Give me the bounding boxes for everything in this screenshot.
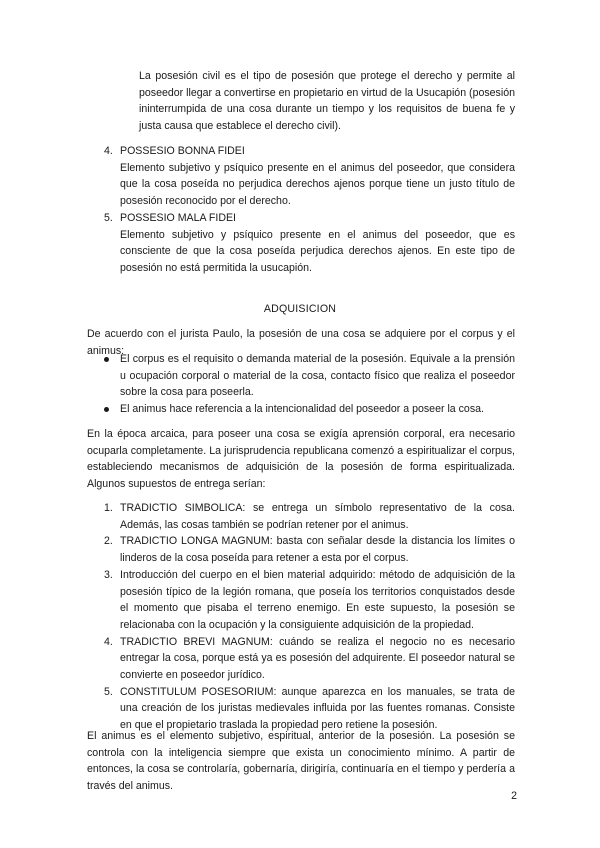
corpus-animus-bullets (90, 351, 515, 418)
list-item-text: Elemento subjetivo y psíquico presente en el animus del poseedor, que es consciente de que la cosa poseída perjudica derechos ajenos. En este tipo de posesión no está permitida la usucapión. (120, 228, 515, 274)
civil-possession-paragraph: La posesión civil es el tipo de posesión que protege el derecho y permite al poseedor llegar a convertirse en propietario en virtud de la Usucapión (posesión ininterrumpida de una cosa durante un tiempo y los requisitos de buena fe y justa causa que establece el derecho civil). (139, 70, 515, 133)
list-item-number: 1. (104, 502, 113, 514)
bullet-text: El animus hace referencia a la intencionalidad del poseedor a poseer la cosa. (120, 403, 484, 416)
list-item-tradictio-brevi-magnum (90, 634, 515, 684)
list-item-text: CONSTITULUM POSESORIUM: aunque aparezca en los manuales, se trata de una creación de los juristas medievales influida por las fuentes romanas. Consiste en que el propietario traslada la propiedad pero retiene la posesión. (120, 685, 515, 732)
list-item-number: 4. (104, 635, 113, 648)
list-item-text: TRADICTIO BREVI MAGNUM: cuándo se realiza el negocio no es necesario entregar la cosa, porque está ya es posesión del adquirente. El poseedor natural se convierte en poseedor jurídico. (120, 635, 515, 682)
bullet-text: El corpus es el requisito o demanda material de la posesión. Equivale a la prensión u ocupación corporal o material de la cosa, contacto físico que realiza el poseedor sobre la cosa para poseerla. (120, 353, 515, 399)
delivery-cases-list (90, 500, 515, 734)
list-item-title: POSSESIO BONNA FIDEI (120, 145, 245, 157)
bullet-icon (104, 357, 109, 362)
bullet-icon (104, 407, 109, 412)
possession-types-list (90, 143, 515, 277)
bullet-item-animus (90, 401, 515, 418)
list-item-mala-fidei (90, 210, 515, 277)
list-item-bonna-fidei (90, 143, 515, 210)
animus-closing-paragraph: El animus es el elemento subjetivo, espiritual, anterior de la posesión. La posesión se controla con la inteligencia siempre que exista un conocimiento mínimo. A partir de entonces, la cosa se controlaría, gobernaría, dirigiría, continuaría en el tiempo y perdería a través del animus. (87, 730, 515, 793)
list-item-text: Introducción del cuerpo en el bien material adquirido: método de adquisición de la posesión típico de la legión romana, que poseía los territorios conquistados desde el momento que pisaba el terreno enemigo. En este supuesto, la posesión se relacionaba con la ocupación y la consiguiente adquisición de la propiedad. (120, 568, 515, 631)
list-item-text: TRADICTIO LONGA MAGNUM: basta con señalar desde la distancia los límites o linderos de la cosa poseída para retener a esta por el corpus. (120, 535, 515, 565)
paulo-paragraph: De acuerdo con el jurista Paulo, la posesión de una cosa se adquiere por el corpus y el animus: (87, 328, 515, 357)
list-item-number: 5. (104, 685, 113, 698)
list-item-introduccion-cuerpo (90, 567, 515, 634)
bullet-item-corpus (90, 351, 515, 401)
list-item-text: Elemento subjetivo y psíquico presente en el animus del poseedor, que considera que la cosa poseída no perjudica derechos ajenos porque tiene un justo título de posesión reconocido por el derecho. (120, 161, 515, 208)
list-item-title: POSSESIO MALA FIDEI (120, 211, 236, 224)
list-item-number: 5. (104, 211, 113, 224)
list-item-number: 2. (104, 535, 113, 548)
section-heading: ADQUISICION (263, 303, 337, 315)
list-item-constitulum-posesorium (90, 684, 515, 734)
archaic-period-paragraph: En la época arcaica, para poseer una cosa se exigía aprensión corporal, era necesario ocuparla completamente. La jurisprudencia republicana comenzó a espiritualizar el corpus, estableciendo mecanismos de adquisición de la posesión de forma espiritualizada. Algunos supuestos de entrega serían: (87, 428, 515, 491)
list-item-text: TRADICTIO SIMBOLICA: se entrega un símbolo representativo de la cosa. Además, las cosas también se podrían retener por el animus. (120, 502, 515, 531)
list-item-number: 4. (104, 145, 113, 157)
page-number: 2 (511, 790, 517, 802)
list-item-tradictio-simbolica (90, 500, 515, 533)
list-item-tradictio-longa-magnum (90, 533, 515, 566)
list-item-number: 3. (104, 568, 113, 581)
